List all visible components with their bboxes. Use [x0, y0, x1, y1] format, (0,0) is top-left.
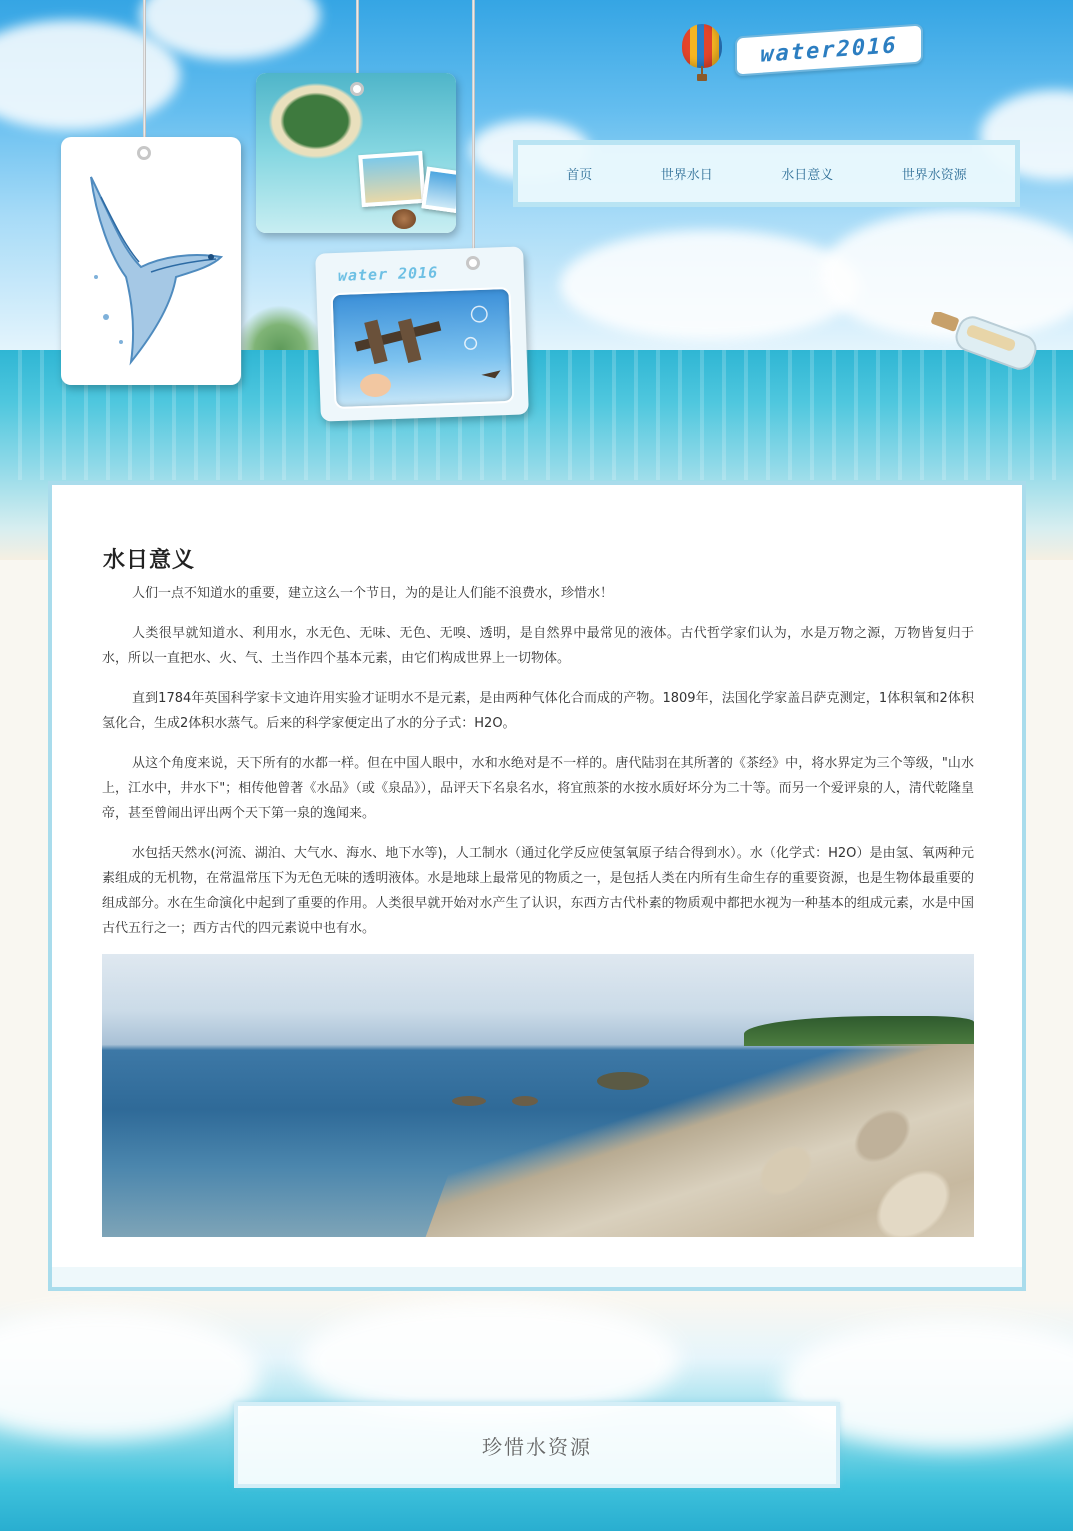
pebble-beach-photo — [102, 954, 974, 1237]
toy-plane-photo — [331, 287, 515, 409]
plane-photo-card — [315, 246, 529, 421]
article-paragraph: 人类很早就知道水、利用水，水无色、无味、无色、无嗅、透明，是自然界中最常见的液体。古代哲学家们认为，水是万物之源，万物皆复归于水，所以一直把水、火、气、土当作四个基本元素，由它们构成世界上一切物体。 — [102, 626, 974, 666]
toy-plane-icon — [333, 289, 513, 407]
message-bottle-icon — [926, 312, 1038, 370]
nav-item-world-water-day[interactable]: 世界水日 — [660, 168, 713, 183]
balloon-rope — [701, 66, 703, 74]
nav-item-water-day-meaning[interactable]: 水日意义 — [781, 168, 834, 183]
island-photo-card — [256, 73, 456, 233]
card-ring — [466, 256, 480, 270]
logo-text: water2016 — [760, 32, 898, 68]
distant-island — [235, 305, 325, 350]
site-logo[interactable] — [680, 22, 925, 82]
island-photo — [256, 73, 456, 233]
beach-snapshot — [358, 151, 425, 207]
pebble-shore — [412, 1044, 974, 1237]
water-dove-image — [71, 157, 231, 367]
card-ring — [137, 146, 151, 160]
panel-footer-strip — [52, 1267, 1022, 1287]
article-paragraph: 水包括天然水(河流、湖泊、大气水、海水、地下水等)，人工制水（通过化学反应使氢氧原子结合得到水）。水（化学式：H2O）是由氢、氧两种元素组成的无机物，在常温常压下为无色无味的透明液体。水是地球上最常见的物质之一，是包括人类在内所有生命生存的重要资源，也是生物体最重要的组成部分。水在生命演化中起到了重要的作用。人类很早就开始对水产生了认识，东西方古代朴素的物质观中都把水视为一种基本的组成元素，水是中国古代五行之一；西方古代的四元素说中也有水。 — [102, 846, 974, 936]
footer-banner — [234, 1402, 840, 1488]
card-ring — [350, 82, 364, 96]
hanging-string — [356, 0, 359, 84]
hot-air-balloon-icon — [682, 24, 722, 68]
nav-item-home[interactable]: 首页 — [566, 168, 593, 183]
rock — [597, 1072, 649, 1090]
article-paragraph: 人们一点不知道水的重要，建立这么一个节日，为的是让人们能不浪费水，珍惜水！ — [132, 586, 614, 601]
article-paragraph: 从这个角度来说，天下所有的水都一样。但在中国人眼中，水和水绝对是不一样的。唐代陆羽在其所著的《茶经》中，将水界定为三个等级，"山水上，江水中，井水下"；相传他曾著《水品》（或《泉品》），品评天下名泉名水，将宜煎茶的水按水质好坏分为二十等。而另一个爱评泉的人，清代乾隆皇帝，甚至曾闹出评出两个天下第一泉的逸闻来。 — [102, 756, 974, 821]
main-nav — [513, 140, 1020, 207]
article-paragraph: 直到1784年英国科学家卡文迪许用实验才证明水不是元素，是由两种气体化合而成的产物。1809年，法国化学家盖吕萨克测定，1体积氧和2体积氢化合，生成2体积水蒸气。后来的科学家便定出了水的分子式：H2O。 — [102, 691, 974, 731]
article-body — [102, 581, 974, 956]
content-panel — [48, 481, 1026, 1291]
hanging-string — [143, 0, 146, 148]
cloud — [560, 230, 860, 340]
rock — [512, 1096, 538, 1106]
treeline — [744, 1016, 974, 1046]
shell-icon — [392, 209, 416, 229]
balloon-basket — [697, 74, 707, 81]
seagull-snapshot — [421, 167, 456, 214]
logo-ribbon — [735, 23, 923, 76]
rock — [452, 1096, 486, 1106]
hanging-string — [472, 0, 475, 258]
footer-slogan: 珍惜水资源 — [482, 1434, 592, 1459]
water-dove-card — [61, 137, 241, 385]
plane-card-title: water 2016 — [337, 263, 439, 285]
article-title: 水日意义 — [103, 547, 196, 573]
nav-item-world-water-resources[interactable]: 世界水资源 — [901, 168, 967, 183]
cloud — [0, 1310, 260, 1440]
